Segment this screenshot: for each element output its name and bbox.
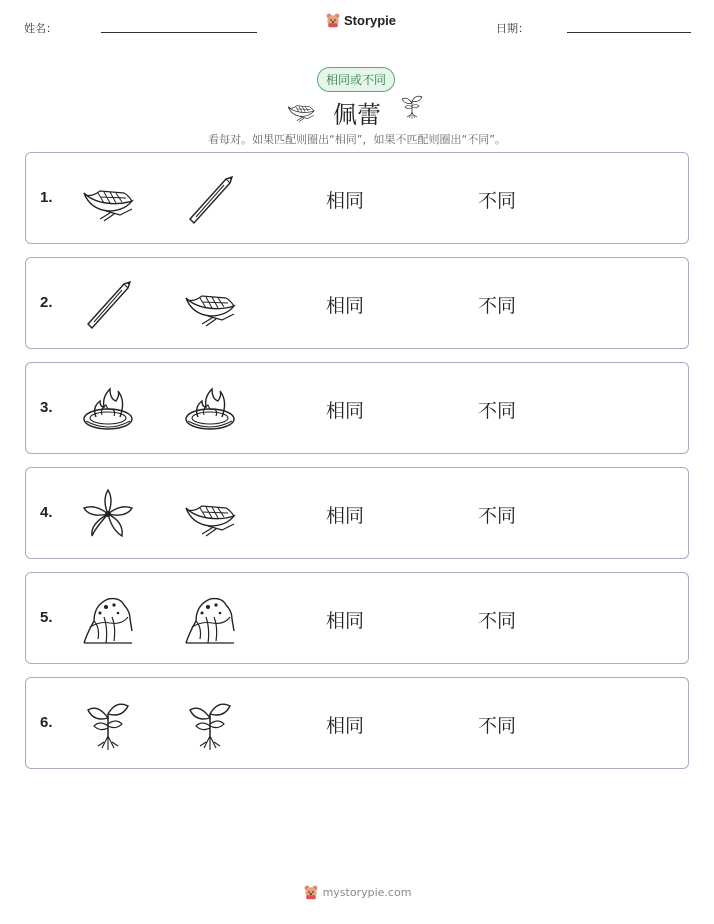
- flower-icon: [80, 486, 136, 542]
- question-row: [25, 152, 689, 244]
- bear-logo-icon: [325, 12, 341, 28]
- option-different[interactable]: 不同: [478, 400, 517, 422]
- option-same[interactable]: 相同: [326, 505, 365, 527]
- option-same[interactable]: 相同: [326, 715, 365, 737]
- footer-url[interactable]: mystorypie.com: [322, 885, 412, 899]
- question-row: [25, 677, 689, 769]
- option-same[interactable]: 相同: [326, 610, 365, 632]
- option-different[interactable]: 不同: [478, 505, 517, 527]
- sprout-icon: [398, 92, 426, 120]
- pencil-icon: [80, 276, 136, 332]
- question-number: 6.: [40, 714, 53, 731]
- question-number: 3.: [40, 399, 53, 416]
- volcano-icon: [80, 591, 136, 647]
- name-label: 姓名：: [24, 22, 57, 35]
- canoe-icon: [182, 276, 238, 332]
- sprout-icon: [182, 696, 238, 752]
- option-same[interactable]: 相同: [326, 190, 365, 212]
- option-different[interactable]: 不同: [478, 610, 517, 632]
- pencil-icon: [182, 171, 238, 227]
- page-title: 佩蕾: [333, 101, 381, 129]
- option-same[interactable]: 相同: [326, 400, 365, 422]
- question-row: [25, 362, 689, 454]
- question-row: [25, 572, 689, 664]
- brand-name: Storypie: [344, 12, 397, 28]
- question-number: 1.: [40, 189, 53, 206]
- worksheet-type-badge: 相同或不同: [317, 67, 395, 92]
- option-different[interactable]: 不同: [478, 715, 517, 737]
- question-row: [25, 467, 689, 559]
- volcano-icon: [182, 591, 238, 647]
- option-different[interactable]: 不同: [478, 190, 517, 212]
- firepit-icon: [80, 381, 136, 437]
- canoe-icon: [182, 486, 238, 542]
- date-label: 日期：: [496, 22, 529, 35]
- brand-logo: [325, 12, 396, 28]
- question-number: 4.: [40, 504, 53, 521]
- canoe-icon: [80, 171, 136, 227]
- name-line[interactable]: [101, 32, 257, 33]
- bear-logo-icon: [303, 884, 319, 900]
- date-line[interactable]: [567, 32, 691, 33]
- instructions: 看每对。如果匹配则圈出“相同”，如果不匹配则圈出“不同”。: [208, 133, 506, 146]
- question-number: 2.: [40, 294, 53, 311]
- firepit-icon: [182, 381, 238, 437]
- option-same[interactable]: 相同: [326, 295, 365, 317]
- question-row: [25, 257, 689, 349]
- option-different[interactable]: 不同: [478, 295, 517, 317]
- footer: [0, 884, 714, 900]
- question-number: 5.: [40, 609, 53, 626]
- sprout-icon: [80, 696, 136, 752]
